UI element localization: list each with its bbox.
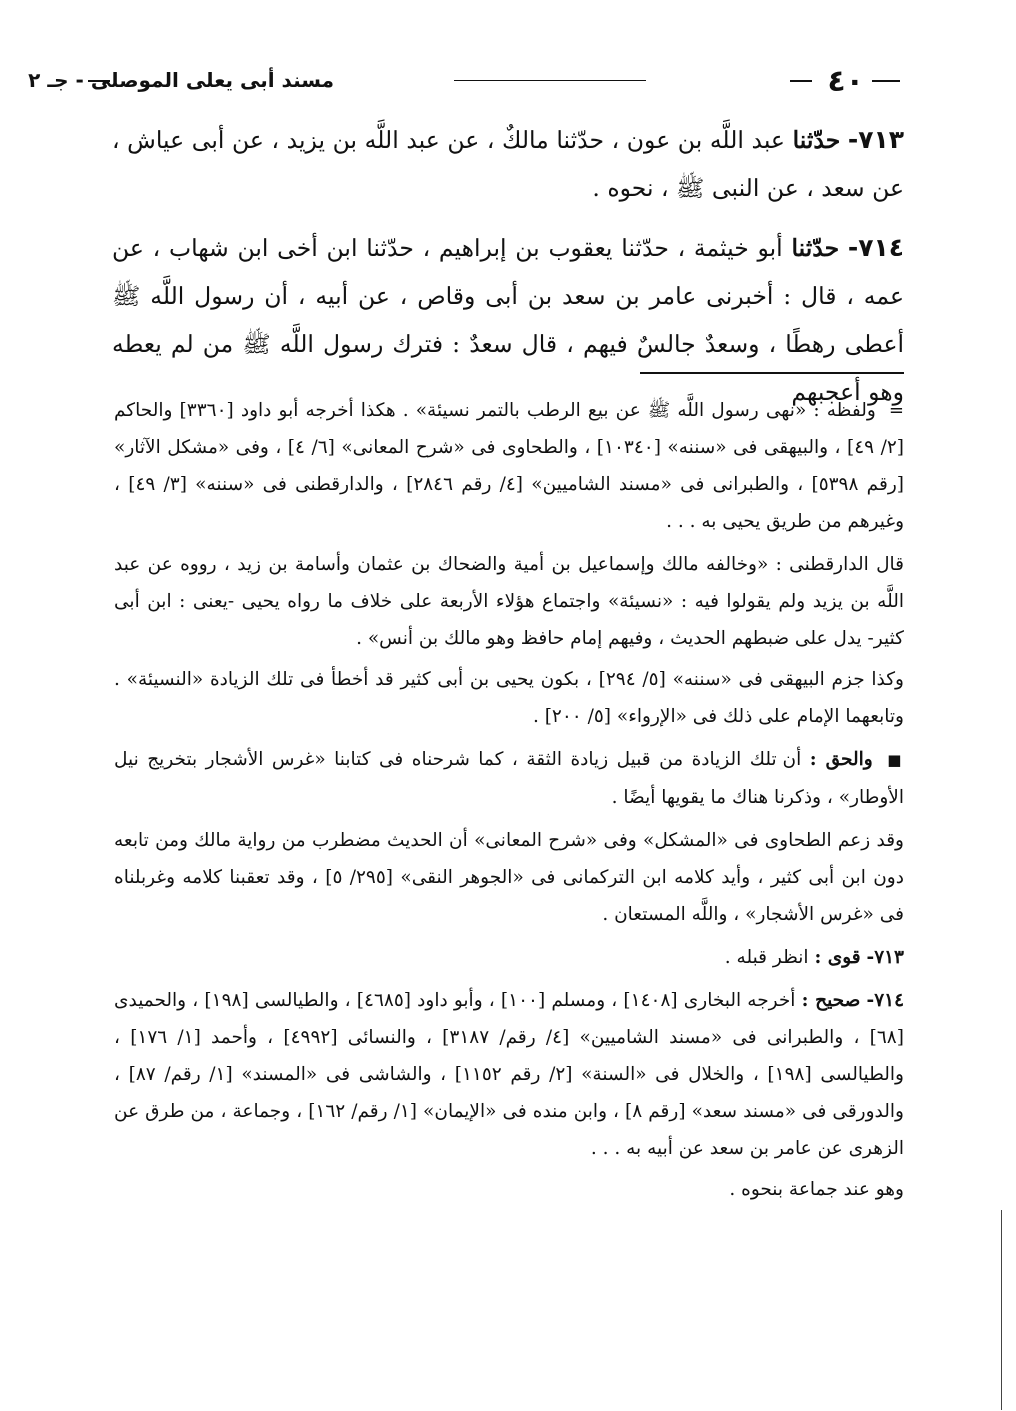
header-rule-long	[454, 80, 646, 81]
footnote-text: وكذا جزم البيهقى فى «سننه» [٥/ ٢٩٤] ، بكون يحيى بن أبى كثير قد أخطأ فى تلك الزيادة «النسيئة» . وتابعهما الإمام على ذلك فى «الإرواء» [٥/ ٢٠٠] .	[114, 669, 904, 727]
grading-713	[114, 939, 904, 976]
hadith-number: ٧١٣-	[847, 125, 904, 154]
hadith-body: أبو خيثمة ، حدّثنا يعقوب بن إبراهيم ، حدّثنا ابن أخى ابن شهاب ، عن عمه ، قال : أخبرنى عامر بن سعد بن أبى وقاص ، عن أبيه ، أن رسول اللَّه ﷺ أعطى رهطًا ، وسعدٌ جالسٌ فيهم ، قال سعدٌ : فترك رسول اللَّه ﷺ من لم يعطه وهو أعجبهم	[112, 234, 904, 406]
footnote-text: قال الدارقطنى : «وخالفه مالك وإسماعيل بن أمية والضحاك بن عثمان وأسامة بن زيد ، رووه عن عبد اللَّه بن يزيد ولم يقولوا فيه : «نسيئة» واجتماع هؤلاء الأربعة على خلاف ما رواه يحيى -يعنى : ابن أبى كثير- يدل على ضبطهم الحديث ، وفيهم إمام حافظ وهو مالك بن أنس» .	[114, 554, 904, 649]
continuation-marker: =	[888, 400, 904, 421]
square-bullet-icon: ■	[887, 751, 904, 769]
grading-714	[114, 982, 904, 1167]
hadith-lead: حدّثنا	[791, 234, 840, 262]
hadith-number: ٧١٤-	[847, 233, 904, 262]
footnote-paragraph	[114, 546, 904, 657]
header-rule-mid	[790, 80, 812, 82]
footnote-text: ولفظه : «نهى رسول اللَّه ﷺ عن بيع الرطب بالتمر نسيئة» . هكذا أخرجه أبو داود [٣٣٦٠] والحاكم [٢/ ٤٩] ، والبيهقى فى «سننه» [١٠٣٤٠] ، والطحاوى فى «شرح المعانى» [٦/ ٤] ، وفى «مشكل الآثار» [رقم ٥٣٩٨] ، والطبرانى فى «مسند الشاميين» [٤/ رقم ٢٨٤٦] ، والدارقطنى فى «سننه» [٣/ ٤٩] ، وغيرهم من طريق يحيى به . . .	[114, 400, 904, 532]
header-rule-left	[88, 80, 110, 82]
footnote-text: وهو عند جماعة بنحوه .	[729, 1179, 904, 1200]
grading-lead: قوى :	[814, 947, 861, 968]
grading-lead: صحيح :	[801, 990, 861, 1011]
footnote-paragraph	[114, 741, 904, 816]
margin-line	[1001, 1210, 1002, 1410]
running-title: مسند أبى يعلى الموصلى - جـ ٢	[28, 68, 334, 92]
grading-number: ٧١٤-	[866, 990, 905, 1011]
grading-text: انظر قبله .	[724, 947, 809, 968]
footnote-lead: والحق :	[809, 749, 873, 770]
hadith-lead: حدّثنا	[792, 126, 841, 154]
page-header	[28, 62, 900, 102]
footnotes-block	[114, 392, 904, 1212]
hadith-text-block	[112, 116, 904, 428]
footnote-paragraph	[114, 392, 904, 540]
page-number: ٤٠	[827, 64, 864, 99]
hadith-714	[112, 224, 904, 416]
footnote-separator	[640, 372, 904, 374]
header-rule-right	[872, 80, 900, 82]
footnote-paragraph	[114, 1171, 904, 1208]
hadith-713	[112, 116, 904, 212]
grading-text: أخرجه البخارى [١٤٠٨] ، ومسلم [١٠٠] ، وأبو داود [٤٦٨٥] ، والطيالسى [١٩٨] ، والحميدى [٦٨] ، والطبرانى فى «مسند الشاميين» [٤/ رقم/ ٣١٨٧] ، والنسائى [٤٩٩٢] ، وأحمد [١/ ١٧٦] ، والطيالسى [١٩٨] ، والخلال فى «السنة» [٢/ رقم ١١٥٢] ، والشاشى فى «المسند» [١/ رقم/ ٨٧] ، والدورقى فى «مسند سعد» [رقم ٨] ، وابن منده فى «الإيمان» [١/ رقم/ ١٦٢] ، وجماعة ، من طرق عن الزهرى عن عامر بن سعد عن أبيه به . . .	[114, 990, 904, 1159]
footnote-text: أن تلك الزيادة من قبيل زيادة الثقة ، كما شرحناه فى كتابنا «غرس الأشجار بتخريج نيل الأوطار» ، وذكرنا هناك ما يقويها أيضًا .	[114, 749, 904, 808]
footnote-paragraph	[114, 822, 904, 933]
grading-number: ٧١٣-	[866, 947, 904, 968]
footnote-text: وقد زعم الطحاوى فى «المشكل» وفى «شرح المعانى» أن الحديث مضطرب من رواية مالك ومن تابعه دون ابن أبى كثير ، وأيد كلامه ابن التركمانى فى «الجوهر النقى» [٢٩٥/ ٥] ، وقد تعقبنا كلامه وغربلناه فى «غرس الأشجار» ، واللَّه المستعان .	[114, 830, 904, 925]
hadith-body: عبد اللَّه بن عون ، حدّثنا مالكٌ ، عن عبد اللَّه بن يزيد ، عن أبى عياش ، عن سعد ، عن النبى ﷺ ، نحوه .	[112, 126, 904, 202]
footnote-paragraph	[114, 661, 904, 735]
